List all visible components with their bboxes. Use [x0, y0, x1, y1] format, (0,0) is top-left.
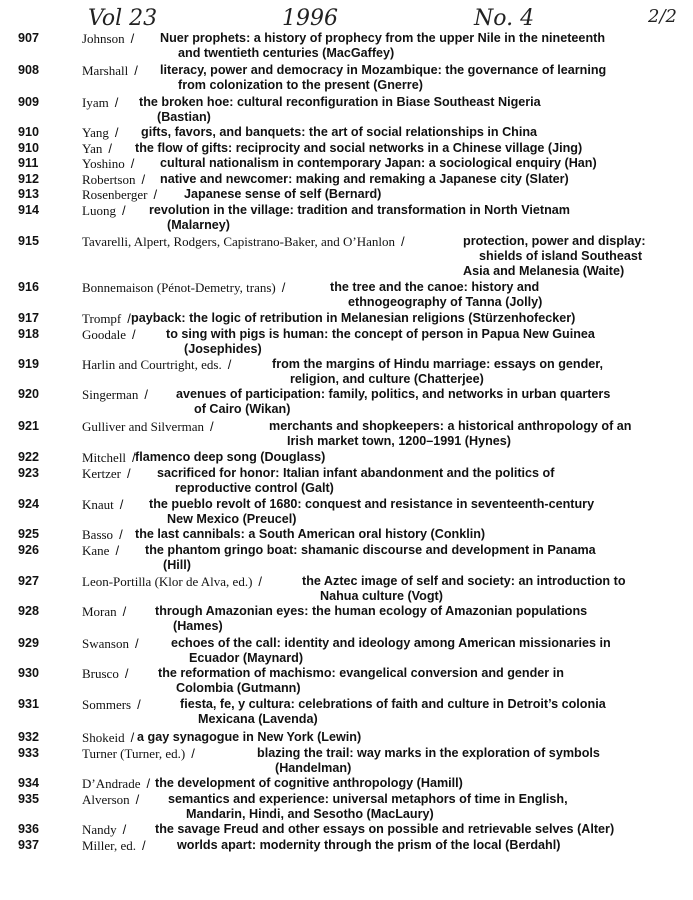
entry-author [82, 822, 132, 837]
title-line-1: the pueblo revolt of 1680: conquest and resistance in seventeenth-century [149, 497, 595, 511]
separator-slash: / [191, 746, 195, 761]
entry-number: 907 [18, 31, 40, 45]
handwritten-volume: Vol 23 [88, 6, 158, 31]
separator-slash: / [281, 280, 286, 295]
entry-title [157, 466, 554, 496]
author-name: Iyam [82, 95, 109, 110]
title-line-1: the flow of gifts: reciprocity and social networks in a Chinese village (Jing) [135, 141, 583, 155]
author-name: Brusco [82, 666, 119, 681]
author-name: Turner (Turner, ed.) [82, 746, 186, 761]
entry-title [158, 666, 564, 696]
author-name: Miller, ed. [82, 838, 136, 853]
title-line-1: a gay synagogue in New York (Lewin) [137, 730, 362, 744]
entry-title [272, 357, 603, 387]
entry-title [180, 697, 606, 727]
author-name: Knaut [82, 497, 114, 512]
entry-title [155, 604, 587, 634]
title-line-2: (Malarney) [167, 218, 230, 232]
entry-title [135, 141, 582, 156]
separator-slash: / [122, 604, 127, 619]
entry-author [82, 156, 140, 171]
entry-number: 937 [18, 838, 40, 852]
title-line-1: semantics and experience: universal metaphors of time in English, [168, 792, 568, 806]
title-line-2: Colombia (Gutmann) [176, 681, 301, 695]
entry-number: 916 [18, 280, 40, 294]
author-name: Kertzer [82, 466, 121, 481]
entry-title [137, 730, 361, 745]
title-line-1: gifts, favors, and banquets: the art of social relationships in China [141, 125, 538, 139]
separator-slash: / [121, 203, 126, 218]
separator-slash: / [258, 574, 263, 589]
entry-number: 915 [18, 234, 40, 248]
author-name: Gulliver and Silverman [82, 419, 205, 434]
entry-number: 929 [18, 636, 40, 650]
handwritten-issue: No. 4 [474, 6, 535, 31]
title-line-1: Nuer prophets: a history of prophecy from the upper Nile in the nineteenth [160, 31, 606, 45]
title-line-1: literacy, power and democracy in Mozambique: the governance of learning [160, 63, 607, 77]
title-line-2: of Cairo (Wikan) [194, 402, 291, 416]
entry-author [82, 31, 140, 46]
entry-title [149, 203, 570, 233]
entry-title [149, 497, 594, 527]
title-line-1: the savage Freud and other essays on possible and retrievable selves (Alter) [155, 822, 615, 836]
entry-author [82, 63, 144, 78]
separator-slash: / [141, 172, 146, 187]
author-name: Tavarelli, Alpert, Rodgers, Capistrano-Baker, and O’Hanlon [82, 234, 396, 249]
title-line-1: the reformation of machismo: evangelical conversion and gender in [158, 666, 564, 680]
title-line-2: Mandarin, Hindi, and Sesotho (MacLaury) [186, 807, 434, 821]
title-line-2: (Bastian) [157, 110, 211, 124]
entry-title [155, 822, 614, 837]
title-line-2: ethnogeography of Tanna (Jolly) [348, 295, 543, 309]
separator-slash: / [114, 125, 119, 140]
separator-slash: / [144, 387, 148, 402]
entry-author [82, 636, 145, 651]
entry-number: 934 [18, 776, 40, 790]
entry-title [135, 527, 485, 542]
entry-number: 908 [18, 63, 40, 77]
title-line-1: blazing the trail: way marks in the exploration of symbols [257, 746, 600, 760]
author-name: Alverson [82, 792, 130, 807]
title-line-1: to sing with pigs is human: the concept of person in Papua New Guinea [166, 327, 595, 341]
entry-number: 920 [18, 387, 40, 401]
author-name: Rosenberger [82, 187, 148, 202]
author-name: Kane [82, 543, 110, 558]
entry-number: 911 [18, 156, 39, 170]
entry-number: 935 [18, 792, 40, 806]
entry-number: 921 [18, 419, 40, 433]
title-line-2: (Hill) [163, 558, 191, 572]
entry-author [82, 527, 129, 542]
separator-slash: / [108, 141, 112, 156]
entry-number: 924 [18, 497, 40, 511]
separator-slash: / [126, 466, 131, 481]
entry-author [82, 697, 147, 712]
entry-number: 932 [18, 730, 40, 744]
title-line-1: native and newcomer: making and remaking a Japanese city (Slater) [160, 172, 569, 186]
separator-slash: / [115, 543, 120, 558]
author-name: Goodale [82, 327, 127, 342]
entry-title [463, 234, 646, 279]
separator-slash: / [119, 497, 124, 512]
title-line-1: the phantom gringo boat: shamanic discourse and development in Panama [145, 543, 596, 557]
author-name: Swanson [82, 636, 129, 651]
author-name: Sommers [82, 697, 132, 712]
entry-title [131, 311, 575, 326]
author-name: Yoshino [82, 156, 125, 171]
entry-author [82, 776, 156, 791]
title-line-2: Nahua culture (Vogt) [320, 589, 443, 603]
separator-slash: / [153, 187, 158, 202]
entry-title [168, 792, 568, 822]
entry-title [135, 450, 325, 465]
entry-number: 910 [18, 141, 40, 155]
entry-title [160, 63, 606, 93]
title-line-1: Japanese sense of self (Bernard) [184, 187, 382, 201]
title-line-2: reproductive control (Galt) [175, 481, 334, 495]
title-line-1: protection, power and display: [463, 234, 646, 248]
title-line-2: New Mexico (Preucel) [167, 512, 297, 526]
title-line-3: Asia and Melanesia (Waite) [463, 264, 625, 278]
entry-title [184, 187, 381, 202]
entry-author [82, 419, 220, 434]
author-name: Singerman [82, 387, 139, 402]
separator-slash: / [134, 636, 139, 651]
entry-number: 909 [18, 95, 40, 109]
entry-author [82, 95, 124, 110]
entry-title [171, 636, 611, 666]
title-line-2: (Handelman) [275, 761, 352, 775]
entry-author [82, 311, 137, 326]
separator-slash: / [119, 527, 123, 542]
title-line-1: the last cannibals: a South American oral history (Conklin) [135, 527, 486, 541]
author-name: Mitchell [82, 450, 127, 465]
author-name: Trompf [82, 311, 122, 326]
title-line-1: the Aztec image of self and society: an introduction to [302, 574, 626, 588]
entry-title [160, 156, 597, 171]
title-line-2: (Hames) [173, 619, 223, 633]
entry-author [82, 574, 268, 589]
entry-author [82, 838, 152, 853]
separator-slash: / [132, 327, 136, 342]
entry-author [82, 746, 201, 761]
title-line-2: from colonization to the present (Gnerre) [178, 78, 423, 92]
entry-author [82, 187, 163, 202]
entry-author [82, 357, 237, 372]
entry-number: 914 [18, 203, 40, 217]
entry-title [145, 543, 596, 573]
title-line-2: and twentieth centuries (MacGaffey) [178, 46, 395, 60]
title-line-1: revolution in the village: tradition and transformation in North Vietnam [149, 203, 570, 217]
separator-slash: / [210, 419, 214, 434]
entry-title [166, 327, 595, 357]
entry-author [82, 792, 145, 807]
separator-slash: / [130, 730, 135, 745]
author-name: Leon-Portilla (Klor de Alva, ed.) [82, 574, 253, 589]
separator-slash: / [401, 234, 405, 249]
handwritten-year: 1996 [282, 6, 338, 31]
entry-title [302, 574, 626, 604]
entry-author [82, 141, 118, 156]
separator-slash: / [146, 776, 151, 791]
entry-number: 925 [18, 527, 40, 541]
author-name: Shokeid [82, 730, 125, 745]
title-line-1: through Amazonian eyes: the human ecology of Amazonian populations [155, 604, 588, 618]
separator-slash: / [227, 357, 232, 372]
separator-slash: / [114, 95, 119, 110]
entry-author [82, 172, 151, 187]
entry-author [82, 543, 125, 558]
entry-author [82, 280, 291, 295]
entry-title [160, 172, 569, 187]
author-name: Harlin and Courtright, eds. [82, 357, 222, 372]
entry-author [82, 466, 137, 481]
entry-title [176, 387, 610, 417]
author-name: Marshall [82, 63, 129, 78]
separator-slash: / [127, 311, 131, 326]
title-line-1: merchants and shopkeepers: a historical anthropology of an [269, 419, 632, 433]
separator-slash: / [142, 838, 146, 853]
entry-author [82, 666, 134, 681]
entry-title [141, 125, 537, 140]
title-line-1: the broken hoe: cultural reconfiguration in Biase Southeast Nigeria [139, 95, 541, 109]
title-line-2: (Josephides) [184, 342, 262, 356]
separator-slash: / [130, 31, 135, 46]
title-line-1: worlds apart: modernity through the prism of the local (Berdahl) [177, 838, 561, 852]
entry-number: 912 [18, 172, 40, 186]
author-name: Luong [82, 203, 116, 218]
entry-author [82, 327, 142, 342]
separator-slash: / [122, 822, 127, 837]
title-line-2: Irish market town, 1200–1991 (Hynes) [287, 434, 511, 448]
author-name: Yang [82, 125, 109, 140]
entry-number: 910 [18, 125, 40, 139]
author-name: Johnson [82, 31, 125, 46]
entry-title [330, 280, 542, 310]
entry-author [82, 604, 132, 619]
author-name: D’Andrade [82, 776, 141, 791]
title-line-1: avenues of participation: family, politics, and networks in urban quarters [176, 387, 611, 401]
author-name: Nandy [82, 822, 117, 837]
entry-number: 913 [18, 187, 40, 201]
separator-slash: / [124, 666, 129, 681]
entry-number: 928 [18, 604, 40, 618]
entry-number: 927 [18, 574, 40, 588]
title-line-1: flamenco deep song (Douglass) [135, 450, 326, 464]
entry-number: 922 [18, 450, 40, 464]
author-name: Bonnemaison (Pénot-Demetry, trans) [82, 280, 276, 295]
title-line-1: payback: the logic of retribution in Melanesian religions (Stürzenhofecker) [131, 311, 576, 325]
title-line-1: from the margins of Hindu marriage: essays on gender, [272, 357, 604, 371]
author-name: Moran [82, 604, 117, 619]
separator-slash: / [132, 450, 136, 465]
entry-author [82, 387, 154, 402]
separator-slash: / [137, 697, 141, 712]
entry-number: 931 [18, 697, 40, 711]
entry-number: 919 [18, 357, 40, 371]
title-line-1: echoes of the call: identity and ideology among American missionaries in [171, 636, 611, 650]
entry-title [269, 419, 632, 449]
entry-number: 933 [18, 746, 40, 760]
entry-author [82, 450, 142, 465]
title-line-2: shields of island Southeast [479, 249, 643, 263]
handwritten-fraction: 2/2 [648, 6, 677, 27]
entry-author [82, 234, 411, 249]
entry-number: 930 [18, 666, 40, 680]
author-name: Robertson [82, 172, 136, 187]
separator-slash: / [135, 792, 140, 807]
entry-number: 918 [18, 327, 40, 341]
title-line-2: Mexicana (Lavenda) [198, 712, 318, 726]
entry-author [82, 125, 124, 140]
title-line-1: cultural nationalism in contemporary Japan: a sociological enquiry (Han) [160, 156, 597, 170]
separator-slash: / [130, 156, 135, 171]
entry-number: 936 [18, 822, 40, 836]
entry-title [177, 838, 560, 853]
separator-slash: / [134, 63, 138, 78]
entry-number: 926 [18, 543, 40, 557]
entry-number: 917 [18, 311, 40, 325]
entry-author [82, 497, 129, 512]
title-line-1: the development of cognitive anthropology (Hamill) [155, 776, 463, 790]
entry-title [257, 746, 600, 776]
title-line-2: Ecuador (Maynard) [189, 651, 304, 665]
entry-title [139, 95, 541, 125]
entry-title [155, 776, 463, 791]
entry-author [82, 730, 140, 745]
title-line-2: religion, and culture (Chatterjee) [290, 372, 484, 386]
author-name: Basso [82, 527, 114, 542]
entry-title [160, 31, 605, 61]
author-name: Yan [82, 141, 103, 156]
entry-number: 923 [18, 466, 40, 480]
title-line-1: the tree and the canoe: history and [330, 280, 540, 294]
title-line-1: sacrificed for honor: Italian infant abandonment and the politics of [157, 466, 555, 480]
title-line-1: fiesta, fe, y cultura: celebrations of faith and culture in Detroit’s colonia [180, 697, 606, 711]
entry-author [82, 203, 132, 218]
